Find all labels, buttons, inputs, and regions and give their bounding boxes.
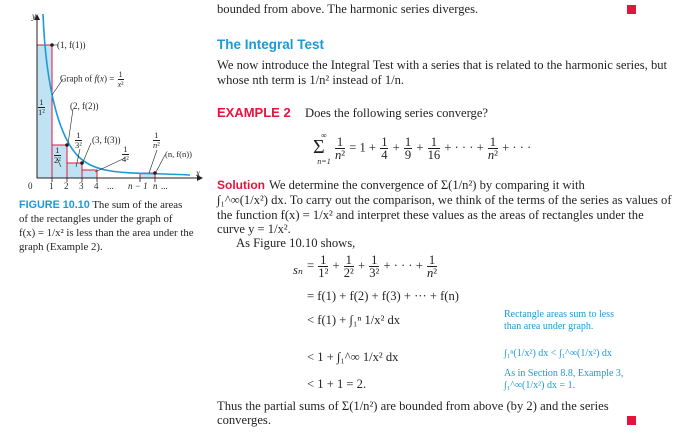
sum-lower-limit: n=1 [317, 157, 331, 166]
solution-line1: We determine the convergence of Σ(1/n²) by comparing it with [269, 178, 585, 192]
derivation-line5: < 1 + 1 = 2. [307, 377, 367, 391]
note-rectangles-line1: Rectangle areas sum to less [504, 309, 614, 320]
rect-n-area-label: $\frac{1}{\text{n²}}$ [153, 130, 160, 150]
y-axis-label: y [32, 11, 36, 21]
derivation-line4: < 1 + ∫₁^∞ 1/x² dx [307, 350, 399, 364]
note-rectangles-line2: than area under graph. [504, 321, 594, 332]
para1-line2: whose nth term is 1/n² instead of 1/n. [217, 73, 405, 87]
solution-line4: curve y = 1/x². [217, 222, 291, 236]
partial-sum-symbol: sₙ [293, 263, 304, 277]
tick-label-2: 2 [64, 181, 69, 191]
caption-line3: f(x) = 1/x² is less than the area under the [19, 227, 194, 239]
derivation-line3: < f(1) + ∫₁ⁿ 1/x² dx [307, 313, 401, 327]
rect-2-area-label: $\frac{1}{\text{2²}}$ [54, 145, 61, 165]
conclusion-line2: converges. [217, 413, 271, 427]
tick-label-n: n [153, 181, 158, 191]
end-of-example-marker [627, 416, 636, 425]
solution-line5: As Figure 10.10 shows, [236, 236, 356, 250]
point-n-label: (n, f(n)) [165, 149, 192, 159]
leader-2 [68, 109, 73, 144]
caption-line2: of the rectangles under the graph of [19, 213, 173, 225]
solution-line2: ∫₁^∞(1/x²) dx. To carry out the comparison, we think of the terms of the series as values of [217, 193, 672, 207]
tick-label-3: 3 [79, 181, 84, 191]
figure-10-10 [0, 0, 210, 195]
rect-4 [82, 170, 97, 178]
note-integral-compare: ∫₁ⁿ(1/x²) dx < ∫₁^∞(1/x²) dx [504, 348, 612, 359]
tick-label-0: 0 [28, 181, 33, 191]
example-question: Does the following series converge? [305, 106, 489, 120]
rect-3 [67, 163, 82, 178]
intro-line: bounded from above. The harmonic series diverges. [217, 2, 479, 16]
caption-line1: The sum of the areas [92, 199, 183, 211]
tick-label-n-minus-1: n − 1 [128, 181, 148, 191]
x-axis-label: x [196, 168, 200, 178]
leader-n [156, 155, 165, 172]
conclusion-line1: Thus the partial sums of Σ(1/n²) are bounded from above (by 2) and the series [217, 399, 609, 413]
rect-3-area-label: $\frac{1}{\text{3²}}$ [75, 130, 82, 150]
solution-line3: the function f(x) = 1/x² and interpret these values as the areas of rectangles under the [217, 208, 644, 222]
para1-line1: We now introduce the Integral Test with a series that is related to the harmonic series, but [217, 58, 668, 72]
series-expansion: $\frac{1}{\text{n²}}$ = 1 + $\frac{1}{4}$ + $\frac{1}{9}$ + $\frac{1}{16}$ + · · · + $\frac{1}{\text{n²}}$ + · · · [335, 135, 532, 162]
rect-1-area-label: $\frac{1}{\text{1²}}$ [38, 97, 45, 117]
figure-label: FIGURE 10.10 [19, 199, 90, 211]
derivation-line1: = $\frac{1}{\text{1²}}$ + $\frac{1}{\text{2²}}$ + $\frac{1}{\text{3²}}$ + · · · + $\frac{1}{\text{n²}}$ [307, 253, 438, 280]
end-of-proof-marker [627, 5, 636, 14]
tick-label-1: 1 [49, 181, 54, 191]
sum-upper-limit: ∞ [321, 131, 327, 140]
solution-label: Solution [217, 178, 265, 192]
note-integral-value: ∫₁^∞(1/x²) dx = 1. [504, 380, 576, 391]
note-section-ref: As in Section 8.8, Example 3, [504, 368, 624, 379]
graph-label: Graph of f(x) = $\frac{1}{\text{x²}}$ [60, 70, 124, 89]
derivation-line2: = f(1) + f(2) + f(3) + ··· + f(n) [307, 289, 459, 303]
leader-3 [83, 143, 91, 162]
tick-label-4: 4 [94, 181, 99, 191]
leader-rn [149, 150, 157, 173]
rect-4-area-label: $\frac{1}{\text{4²}}$ [122, 144, 129, 164]
point-1-label: (1, f(1)) [57, 40, 86, 50]
caption-line4: graph (Example 2). [19, 241, 103, 253]
example-label: EXAMPLE 2 [217, 105, 291, 120]
tick-label-ellipsis: ... [107, 181, 114, 191]
sigma-symbol: Σ [313, 136, 325, 158]
point-2-label: (2, f(2)) [70, 101, 99, 111]
point-3-label: (3, f(3)) [92, 135, 121, 145]
section-title: The Integral Test [217, 37, 325, 52]
tick-label-trailing-ellipsis: ... [161, 181, 168, 191]
figure-caption [19, 198, 201, 254]
